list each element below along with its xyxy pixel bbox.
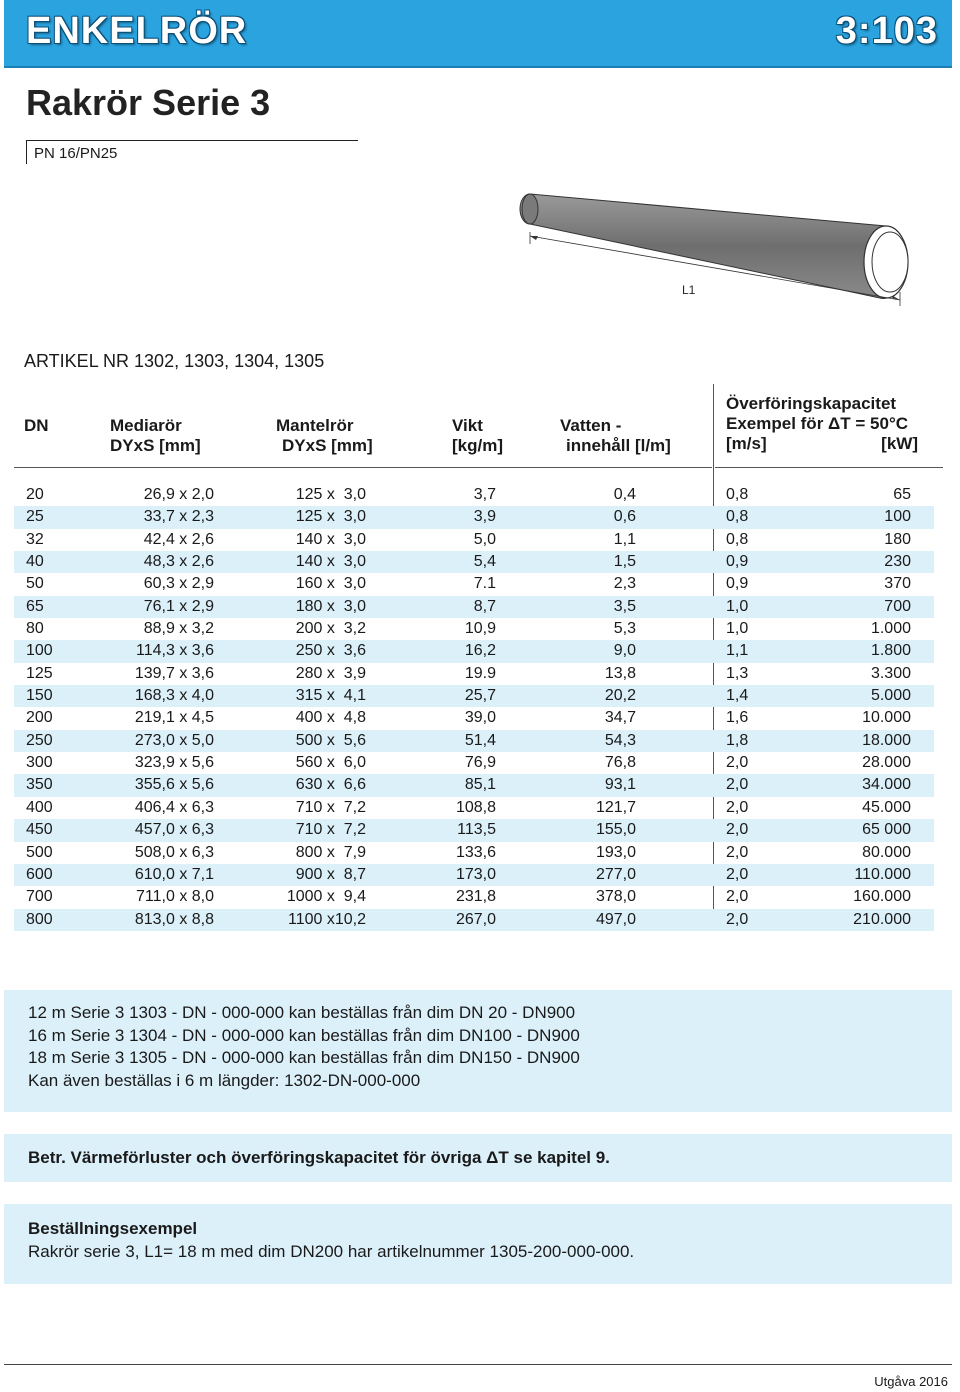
cell-velocity: 2,0 — [726, 888, 749, 906]
info-line: 12 m Serie 3 1303 - DN - 000-000 kan beställas från dim DN 20 - DN900 — [28, 1003, 576, 1022]
cell-capacity: 18.000 — [862, 731, 911, 749]
table-row — [14, 730, 934, 752]
table-row — [14, 752, 934, 774]
cell-velocity: 0,8 — [726, 530, 749, 548]
cell-mantelror: 250 x 3,6 — [295, 642, 366, 660]
cell-vikt: 7.1 — [473, 575, 496, 593]
cell-mantelror: 160 x 3,0 — [295, 575, 366, 593]
pressure-class: PN 16/PN25 — [34, 145, 118, 162]
cell-mediaror: 42,4 x 2,6 — [143, 530, 214, 548]
cell-vatten: 155,0 — [595, 821, 636, 839]
table-row — [14, 842, 934, 864]
cell-vikt: 133,6 — [455, 843, 496, 861]
cell-vikt: 5,4 — [473, 553, 496, 571]
cell-mediaror: 139,7 x 3,6 — [134, 664, 214, 682]
table-row — [14, 707, 934, 729]
order-example-text: Rakrör serie 3, L1= 18 m med dim DN200 har artikelnummer 1305-200-000-000. — [28, 1241, 635, 1261]
header-rule-capacity — [715, 467, 943, 468]
cell-dn: 200 — [26, 709, 53, 727]
info-line: 18 m Serie 3 1305 - DN - 000-000 kan beställas från dim DN150 - DN900 — [28, 1048, 580, 1067]
page-code: 3:103 — [835, 10, 938, 52]
order-example-heading: Beställningsexempel — [28, 1219, 198, 1238]
banner-title: ENKELRÖR — [26, 10, 248, 52]
cell-mediaror: 508,0 x 6,3 — [134, 843, 214, 861]
cell-vatten: 1,5 — [613, 553, 636, 571]
header-dn: DN — [24, 416, 49, 435]
cell-velocity: 0,9 — [726, 553, 749, 571]
cell-vikt: 5,0 — [473, 530, 496, 548]
cell-vikt: 76,9 — [464, 754, 496, 772]
cell-vikt: 3,7 — [473, 486, 496, 503]
cell-mediaror: 114,3 x 3,6 — [136, 642, 214, 660]
cell-vikt: 25,7 — [464, 687, 496, 705]
cell-mediaror: 457,0 x 6,3 — [134, 821, 214, 839]
cell-vatten: 2,3 — [613, 575, 636, 593]
cell-vatten: 54,3 — [604, 731, 636, 749]
cell-vikt: 231,8 — [455, 888, 496, 906]
cell-velocity: 1,1 — [726, 642, 749, 660]
cell-capacity: 180 — [884, 530, 911, 548]
cell-vatten: 5,3 — [613, 620, 636, 638]
table-row — [14, 774, 934, 796]
cell-mantelror: 900 x 8,7 — [295, 865, 366, 883]
cell-vatten: 0,4 — [613, 486, 636, 503]
cell-dn: 800 — [26, 910, 53, 928]
cell-capacity: 5.000 — [870, 687, 911, 705]
cell-mediaror: 610,0 x 7,1 — [134, 865, 214, 883]
table-row — [14, 618, 934, 640]
cell-mantelror: 1100 x10,2 — [288, 910, 366, 928]
page-title: Rakrör Serie 3 — [26, 82, 271, 123]
cell-mediaror: 273,0 x 5,0 — [134, 731, 214, 749]
edition: Utgåva 2016 — [874, 1374, 948, 1389]
cell-mantelror: 400 x 4,8 — [295, 709, 366, 727]
cell-dn: 40 — [26, 553, 44, 571]
table-row — [14, 529, 934, 551]
cell-dn: 32 — [26, 530, 44, 548]
title-rule — [26, 140, 358, 141]
cell-mediaror: 219,1 x 4,5 — [134, 709, 214, 727]
footer-rule — [4, 1364, 952, 1365]
cell-mediaror: 48,3 x 2,6 — [143, 553, 214, 571]
cell-vatten: 193,0 — [595, 843, 636, 861]
article-numbers: ARTIKEL NR 1302, 1303, 1304, 1305 — [24, 351, 325, 371]
cell-capacity: 10.000 — [862, 709, 911, 727]
cell-mantelror: 1000 x 9,4 — [286, 888, 366, 906]
table-row — [14, 551, 934, 573]
cell-capacity: 45.000 — [862, 798, 911, 816]
pipe-table — [14, 484, 934, 931]
cell-vikt: 51,4 — [464, 731, 496, 749]
cell-mediaror: 711,0 x 8,0 — [136, 888, 214, 906]
cell-velocity: 1,8 — [726, 731, 749, 749]
cell-capacity: 65 000 — [862, 821, 911, 839]
cell-mantelror: 630 x 6,6 — [295, 776, 366, 794]
info-line: 16 m Serie 3 1304 - DN - 000-000 kan beställas från dim DN100 - DN900 — [28, 1025, 580, 1045]
cell-capacity: 34.000 — [862, 776, 911, 794]
cell-vikt: 16,2 — [464, 642, 496, 660]
order-example-box — [4, 1204, 952, 1284]
cell-mantelror: 800 x 7,9 — [295, 843, 366, 861]
cell-dn: 250 — [26, 731, 53, 749]
header-rule — [14, 467, 712, 468]
cell-dn: 300 — [26, 754, 53, 772]
cell-dn: 600 — [26, 865, 53, 883]
cell-mantelror: 200 x 3,2 — [295, 620, 366, 638]
table-row — [14, 909, 934, 931]
cell-vikt: 39,0 — [464, 709, 496, 727]
cell-velocity: 2,0 — [726, 798, 749, 816]
cell-dn: 700 — [26, 888, 53, 906]
cell-vatten: 0,6 — [613, 508, 636, 526]
cell-capacity: 230 — [884, 553, 911, 571]
cell-vikt: 267,0 — [455, 910, 496, 928]
cell-vikt: 85,1 — [464, 776, 496, 794]
cell-vikt: 10,9 — [464, 620, 496, 638]
table-row — [14, 596, 934, 618]
cell-mantelror: 710 x 7,2 — [295, 821, 366, 839]
cell-mantelror: 710 x 7,2 — [295, 798, 366, 816]
cell-dn: 150 — [26, 687, 53, 705]
cell-mediaror: 60,3 x 2,9 — [143, 575, 214, 593]
cell-capacity: 3.300 — [870, 664, 911, 682]
cell-dn: 65 — [26, 597, 44, 615]
cell-dn: 125 — [26, 664, 53, 682]
cell-velocity: 2,0 — [726, 821, 749, 839]
cell-velocity: 1,0 — [726, 620, 749, 638]
cell-dn: 80 — [26, 620, 44, 638]
ordering-info-box — [4, 990, 952, 1112]
cell-vatten: 20,2 — [604, 687, 636, 705]
cell-capacity: 1.800 — [870, 642, 911, 660]
cell-mantelror: 140 x 3,0 — [295, 530, 366, 548]
note-text: Betr. Värmeförluster och överföringskapacitet för övriga ΔT se kapitel 9. — [28, 1148, 610, 1167]
table-row — [14, 663, 934, 685]
cell-vikt: 8,7 — [473, 597, 496, 615]
cell-dn: 100 — [26, 642, 53, 660]
info-line: Kan även beställas i 6 m längder: 1302-DN-000-000 — [28, 1070, 421, 1090]
cell-mediaror: 168,3 x 4,0 — [134, 687, 214, 705]
cell-velocity: 2,0 — [726, 910, 749, 928]
header-mediaror: Mediarör DYxS [mm] — [110, 416, 201, 455]
cell-vatten: 378,0 — [595, 888, 636, 906]
cell-mediaror: 355,6 x 5,6 — [134, 776, 214, 794]
cell-vatten: 9,0 — [613, 642, 636, 660]
cell-mantelror: 140 x 3,0 — [295, 553, 366, 571]
cell-vatten: 3,5 — [613, 597, 636, 615]
cell-mantelror: 500 x 5,6 — [295, 731, 366, 749]
cell-capacity: 100 — [884, 508, 911, 526]
cell-velocity: 0,9 — [726, 575, 749, 593]
table-row — [14, 640, 934, 662]
cell-dn: 500 — [26, 843, 53, 861]
note-box — [4, 1134, 952, 1182]
cell-velocity: 2,0 — [726, 754, 749, 772]
cell-velocity: 0,8 — [726, 508, 749, 526]
delta-t-symbol: ΔT — [828, 414, 851, 433]
cell-capacity: 80.000 — [862, 843, 911, 861]
cell-mediaror: 406,4 x 6,3 — [134, 798, 214, 816]
cell-vatten: 13,8 — [604, 664, 636, 682]
cell-dn: 25 — [26, 508, 44, 526]
cell-dn: 450 — [26, 821, 53, 839]
cell-mediaror: 88,9 x 3,2 — [143, 620, 214, 638]
cell-vatten: 277,0 — [595, 865, 636, 883]
table-row — [14, 506, 934, 528]
cell-vatten: 34,7 — [604, 709, 636, 727]
cell-mantelror: 315 x 4,1 — [295, 687, 366, 705]
header-vatten: Vatten - innehåll [l/m] — [560, 416, 671, 455]
cell-mantelror: 125 x 3,0 — [295, 486, 366, 503]
cell-capacity: 210.000 — [853, 910, 911, 928]
cell-mantelror: 125 x 3,0 — [295, 508, 366, 526]
cell-vikt: 108,8 — [455, 798, 496, 816]
cell-vikt: 3,9 — [473, 508, 496, 526]
cell-velocity: 2,0 — [726, 843, 749, 861]
table-row — [14, 864, 934, 886]
cell-capacity: 370 — [884, 575, 911, 593]
title-tick — [26, 140, 27, 164]
cell-mediaror: 323,9 x 5,6 — [134, 754, 214, 772]
cell-velocity: 2,0 — [726, 865, 749, 883]
cell-vikt: 173,0 — [455, 865, 496, 883]
cell-mediaror: 76,1 x 2,9 — [143, 597, 214, 615]
table-row — [14, 886, 934, 908]
cell-dn: 400 — [26, 798, 53, 816]
cell-mediaror: 813,0 x 8,8 — [134, 910, 214, 928]
cell-mediaror: 33,7 x 2,3 — [143, 508, 214, 526]
table-row — [14, 797, 934, 819]
cell-vatten: 121,7 — [595, 798, 636, 816]
cell-dn: 20 — [26, 486, 44, 503]
cell-vatten: 93,1 — [604, 776, 636, 794]
cell-vatten: 76,8 — [604, 754, 636, 772]
cell-velocity: 1,4 — [726, 687, 749, 705]
cell-dn: 350 — [26, 776, 53, 794]
cell-vikt: 113,5 — [457, 821, 496, 839]
cell-vatten: 1,1 — [613, 530, 636, 548]
cell-mantelror: 560 x 6,0 — [295, 754, 366, 772]
table-row — [14, 573, 934, 595]
cell-velocity: 1,0 — [726, 597, 749, 615]
cell-velocity: 2,0 — [726, 776, 749, 794]
table-row — [14, 819, 934, 841]
cell-capacity: 110.000 — [854, 865, 911, 883]
cell-velocity: 1,6 — [726, 709, 749, 727]
cell-capacity: 1.000 — [870, 620, 911, 638]
header-vikt: Vikt [kg/m] — [452, 416, 503, 455]
cell-capacity: 700 — [884, 597, 911, 615]
cell-dn: 50 — [26, 575, 44, 593]
header-banner — [4, 0, 952, 68]
cell-vikt: 19.9 — [464, 664, 496, 682]
table-row — [14, 685, 934, 707]
cell-vatten: 497,0 — [595, 910, 636, 928]
dimension-label: L1 — [682, 283, 696, 297]
cell-capacity: 65 — [893, 486, 911, 503]
header-mantelror: Mantelrör DYxS [mm] — [276, 416, 373, 455]
cell-velocity: 1,3 — [726, 664, 749, 682]
pipe-illustration — [516, 186, 916, 306]
cell-velocity: 0,8 — [726, 486, 749, 503]
table-row — [14, 484, 934, 506]
cell-mediaror: 26,9 x 2,0 — [143, 486, 214, 503]
cell-mantelror: 180 x 3,0 — [295, 597, 366, 615]
cell-capacity: 160.000 — [853, 888, 911, 906]
header-capacity: Överföringskapacitet Exempel för ΔT = 50°C [m/s] [kW] — [726, 394, 918, 453]
cell-mantelror: 280 x 3,9 — [295, 664, 366, 682]
cell-capacity: 28.000 — [862, 754, 911, 772]
